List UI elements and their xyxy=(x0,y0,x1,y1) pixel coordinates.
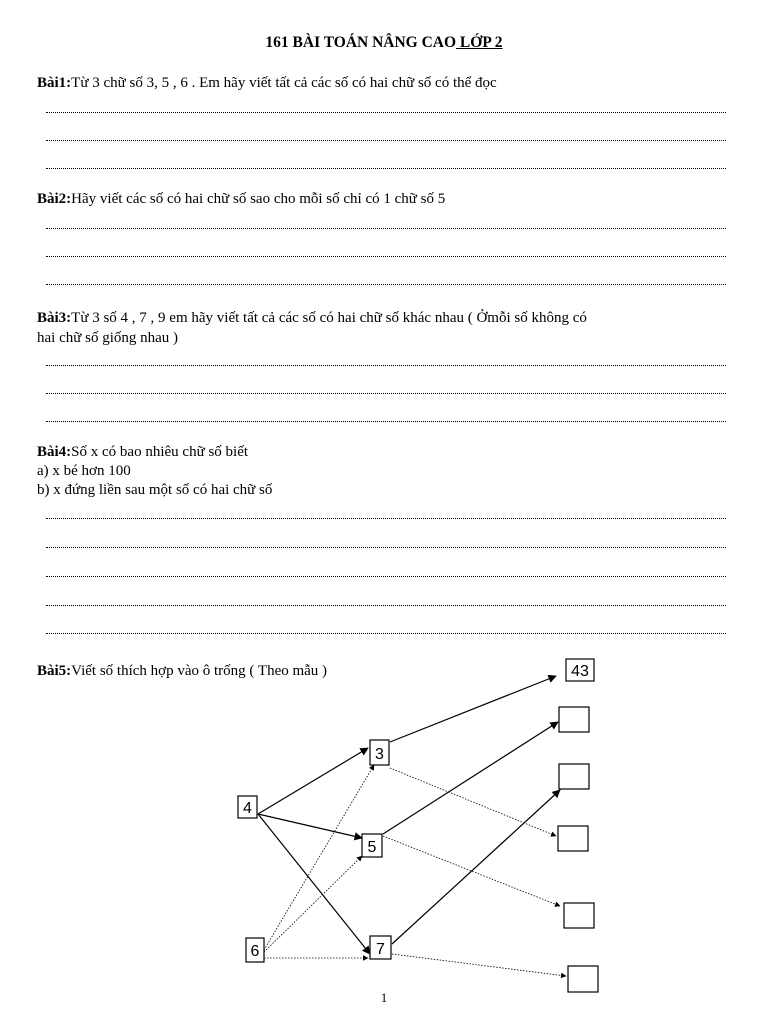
dotted-arrow-6-to-5 xyxy=(264,856,362,952)
problem-4-text: Số x có bao nhiêu chữ số biết xyxy=(71,444,249,460)
result-box-empty[interactable] xyxy=(558,826,588,851)
dotted-arrow-7-to-box xyxy=(392,954,566,976)
box-mid-middle xyxy=(362,834,382,857)
box-mid-top xyxy=(370,740,389,765)
problem-3-label: Bài3: xyxy=(37,310,72,326)
result-box-empty[interactable] xyxy=(559,707,589,732)
box-left-bottom xyxy=(246,938,264,962)
svg-text:7: 7 xyxy=(376,941,385,958)
problem-3-text-cont: hai chữ số giống nhau ) xyxy=(37,330,179,346)
problem-5-label: Bài5: xyxy=(37,663,72,679)
result-box-empty[interactable] xyxy=(564,903,594,928)
svg-text:43: 43 xyxy=(571,663,589,680)
problem-4-label: Bài4: xyxy=(37,444,72,460)
problem-5-text: Viết số thích hợp vào ô trống ( Theo mẫu ) xyxy=(71,663,328,679)
result-box-empty[interactable] xyxy=(559,764,589,789)
arrow-3-to-43 xyxy=(390,676,556,742)
result-box-empty[interactable] xyxy=(568,966,598,992)
problem-1-label: Bài1: xyxy=(37,75,72,91)
svg-text:3: 3 xyxy=(375,746,384,763)
title-grade: LỚP 2 xyxy=(456,34,503,51)
box-mid-bottom xyxy=(370,936,391,959)
page-number: 1 xyxy=(380,990,388,1005)
problem-4-part-a: a) x bé hơn 100 xyxy=(37,463,131,479)
problem-3-text: Từ 3 số 4 , 7 , 9 em hãy viết tất cả các số có hai chữ số khác nhau ( Ởmỗi số không có xyxy=(71,310,587,326)
problem-4-part-b: b) x đứng liền sau một số có hai chữ số xyxy=(37,482,273,498)
dotted-arrow-3-to-box xyxy=(390,768,556,836)
svg-text:6: 6 xyxy=(250,943,260,960)
arrow-5-to-box xyxy=(383,722,558,834)
svg-text:5: 5 xyxy=(367,839,377,856)
svg-text:4: 4 xyxy=(243,800,252,817)
arrow-7-to-box xyxy=(392,790,560,944)
problem-2-text: Hãy viết các số có hai chữ số sao cho mỗi số chỉ có 1 chữ số 5 xyxy=(71,191,446,207)
problem-2-label: Bài2: xyxy=(37,191,72,207)
box-left-top xyxy=(238,796,257,818)
problem-1-text: Từ 3 chữ số 3, 5 , 6 . Em hãy viết tất cả các số có hai chữ số có thể đọc xyxy=(71,75,497,91)
result-box-sample xyxy=(566,659,594,681)
title-main: 161 BÀI TOÁN NÂNG CAO xyxy=(265,34,457,51)
dotted-arrow-6-to-3 xyxy=(264,765,374,950)
arrow-4-to-7 xyxy=(258,814,370,954)
arrow-4-to-3 xyxy=(258,748,368,814)
